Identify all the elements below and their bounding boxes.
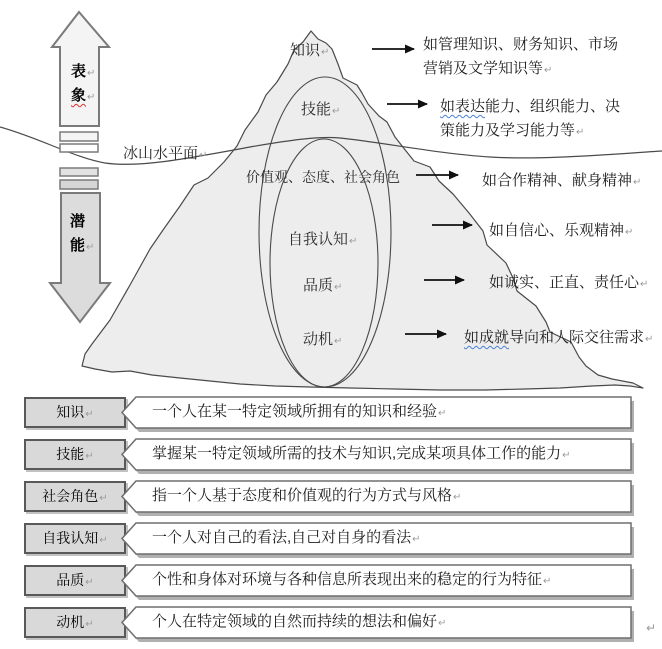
note-motive: 如成就导向和人际交往需求↵: [464, 329, 654, 346]
gauge-bar-4: [60, 180, 98, 189]
level-label-knowledge: 知识↵: [290, 42, 330, 59]
definition-row: [24, 523, 639, 559]
note-line: 如管理知识、财务知识、市场: [423, 36, 619, 53]
paragraph-mark: ↵: [645, 334, 654, 345]
paragraph-mark: ↵: [99, 493, 108, 504]
paragraph-mark: ↵: [349, 236, 358, 247]
gauge-bar-1: [60, 132, 98, 141]
note-selfimage: 如自信心、乐观精神↵: [489, 222, 634, 239]
definition-text: 指一个人基于态度和价值观的行为方式与风格↵: [152, 487, 462, 504]
paragraph-mark: ↵: [543, 576, 552, 587]
surface-label-char2: 象↵: [71, 87, 96, 104]
paragraph-mark: ↵: [646, 621, 657, 635]
note-line: 如表达能力、组织能力、决: [440, 98, 621, 115]
level-label-traits: 品质↵: [303, 277, 343, 294]
note-values: 如合作精神、献身精神↵: [482, 172, 642, 189]
paragraph-mark: ↵: [99, 535, 108, 546]
paragraph-mark: ↵: [85, 577, 94, 588]
definition-text: 个性和身体对环境与各种信息所表现出来的稳定的行为特征↵: [152, 571, 552, 588]
definition-row: [24, 397, 639, 433]
paragraph-mark: ↵: [576, 127, 585, 138]
potential-label-char2: 能↵: [70, 237, 95, 254]
term-box: 动机↵: [24, 607, 126, 638]
paragraph-mark: ↵: [625, 227, 634, 238]
note-skill: [440, 95, 620, 145]
definition-row: [24, 607, 639, 643]
paragraph-mark: ↵: [438, 618, 447, 629]
definition-text: 个人在特定领域的自然而持续的想法和偏好↵: [152, 613, 447, 630]
paragraph-mark: ↵: [412, 534, 421, 545]
gauge-bar-2: [60, 144, 98, 152]
term-box: 社会角色↵: [24, 481, 126, 512]
note-line: 营销及文学知识等↵: [423, 60, 553, 77]
term-box: 知识↵: [24, 397, 126, 428]
paragraph-mark: ↵: [453, 492, 462, 503]
surface-label-char1: 表↵: [71, 63, 96, 80]
paragraph-mark: ↵: [321, 47, 330, 58]
note-line: 策能力及学习能力等↵: [440, 122, 585, 139]
paragraph-mark: ↵: [633, 177, 642, 188]
paragraph-mark: ↵: [85, 451, 94, 462]
level-label-motive: 动机↵: [303, 331, 343, 348]
term-box: 技能↵: [24, 439, 126, 470]
level-label-skill: 技能↵: [301, 101, 341, 118]
definition-text: 掌握某一特定领域所需的技术与知识,完成某项具体工作的能力↵: [152, 445, 571, 462]
paragraph-mark: ↵: [544, 65, 553, 76]
definition-row: [24, 481, 639, 517]
note-traits: 如诚实、正直、责任心↵: [489, 274, 649, 291]
potential-label-char1: 潜: [70, 213, 86, 230]
paragraph-mark: ↵: [334, 282, 343, 293]
paragraph-mark: ↵: [87, 68, 96, 79]
level-label-values: 价值观、态度、社会角色: [246, 169, 400, 185]
paragraph-mark: ↵: [334, 336, 343, 347]
level-label-selfimage: 自我认知↵: [288, 231, 358, 248]
waterline-label: 冰山水平面↵: [123, 145, 208, 162]
paragraph-mark: ↵: [332, 106, 341, 117]
paragraph-mark: ↵: [85, 619, 94, 630]
term-box: 品质↵: [24, 565, 126, 596]
definition-text: 一个人在某一特定领域所拥有的知识和经验↵: [152, 403, 447, 420]
paragraph-mark: ↵: [562, 450, 571, 461]
definition-row: [24, 565, 639, 601]
paragraph-mark: ↵: [85, 409, 94, 420]
paragraph-mark: ↵: [86, 242, 95, 253]
paragraph-mark: ↵: [438, 408, 447, 419]
note-knowledge: [423, 33, 618, 83]
paragraph-mark: ↵: [87, 92, 96, 103]
term-box: 自我认知↵: [24, 523, 126, 554]
definition-row: [24, 439, 639, 475]
paragraph-mark: ↵: [640, 279, 649, 290]
paragraph-mark: ↵: [199, 150, 208, 161]
gauge-bar-3: [60, 168, 98, 176]
definition-text: 一个人对自己的看法,自己对自身的看法↵: [152, 529, 421, 546]
